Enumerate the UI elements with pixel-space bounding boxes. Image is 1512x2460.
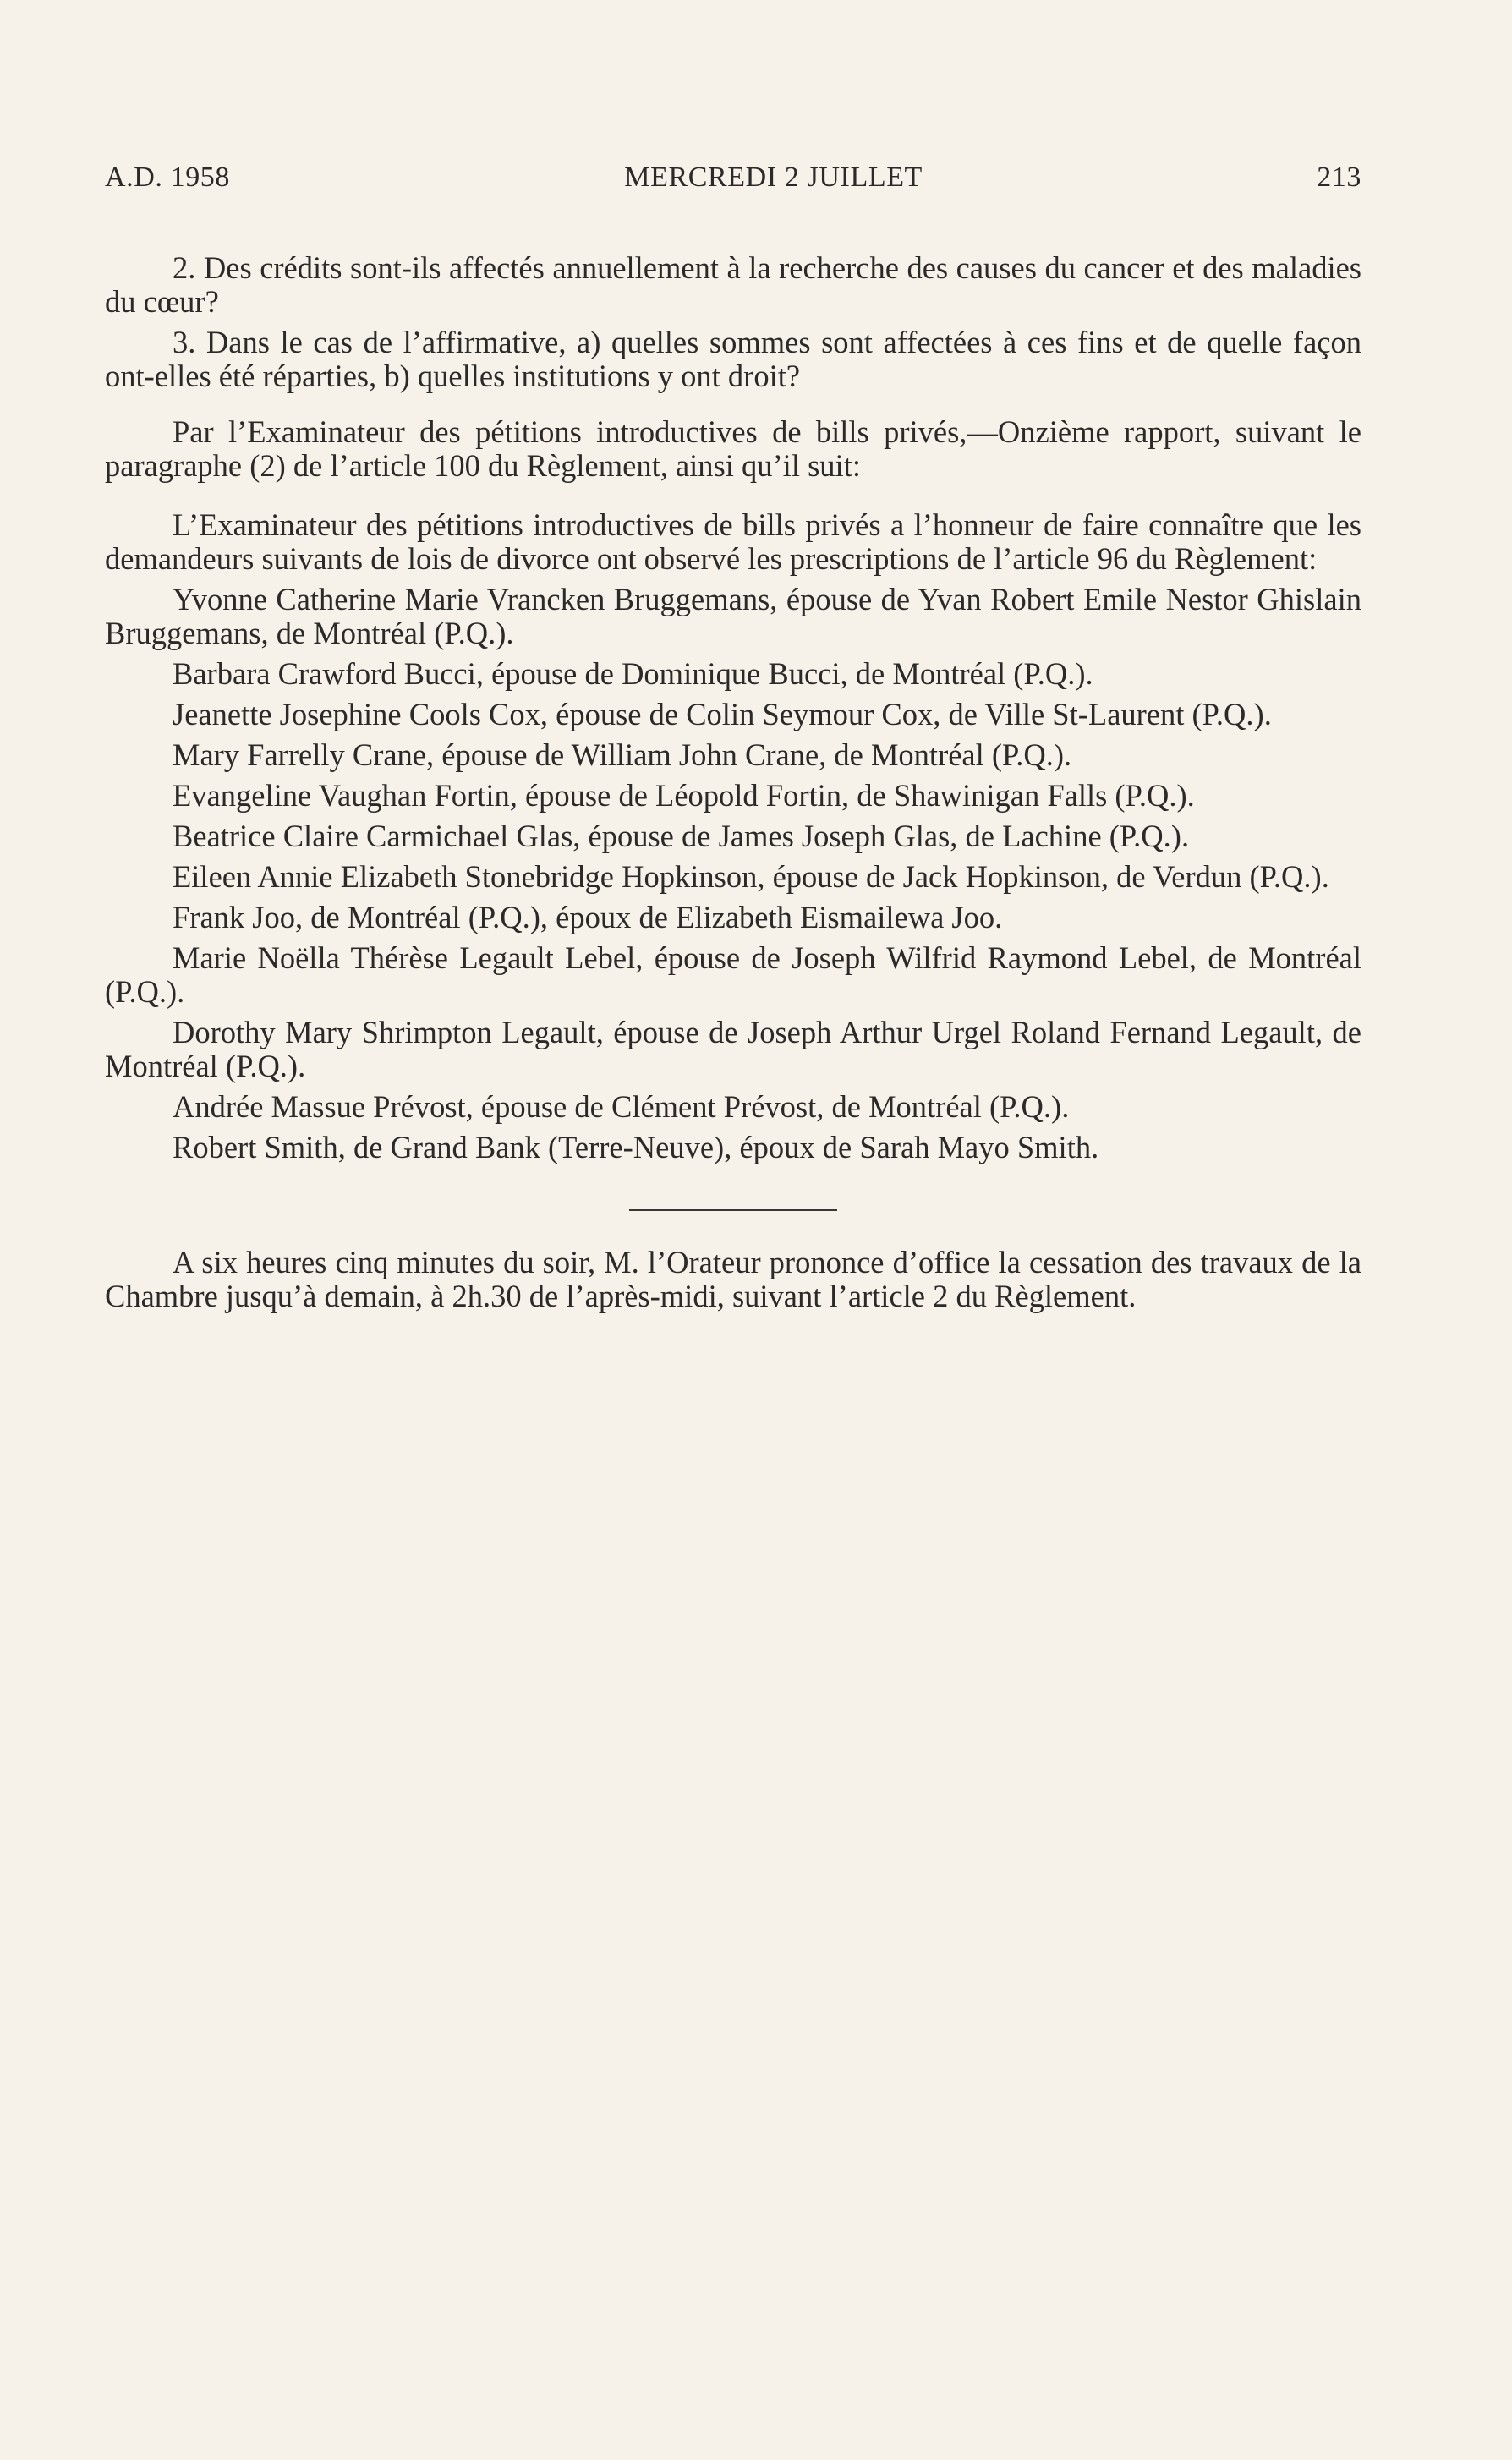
running-header bbox=[105, 161, 1361, 205]
section-divider bbox=[629, 1209, 837, 1211]
list-item: Eileen Annie Elizabeth Stonebridge Hopkinson, épouse de Jack Hopkinson, de Verdun (P.Q.). bbox=[173, 859, 1329, 894]
list-item: Barbara Crawford Bucci, épouse de Dominique Bucci, de Montréal (P.Q.). bbox=[173, 656, 1093, 691]
list-item: Evangeline Vaughan Fortin, épouse de Léopold Fortin, de Shawinigan Falls (P.Q.). bbox=[173, 778, 1195, 813]
list-item: Beatrice Claire Carmichael Glas, épouse de James Joseph Glas, de Lachine (P.Q.). bbox=[173, 819, 1190, 853]
header-date: MERCREDI 2 JUILLET bbox=[624, 162, 923, 193]
list-item: Frank Joo, de Montréal (P.Q.), époux de Elizabeth Eismailewa Joo. bbox=[173, 900, 1003, 934]
list-item: Yvonne Catherine Marie Vrancken Bruggemans, épouse de Yvan Robert Emile Nestor Ghislain Bruggemans, de Montréal (P.Q.). bbox=[105, 582, 1361, 650]
report-intro: Par l’Examinateur des pétitions introductives de bills privés,—Onzième rapport, suivant le paragraphe (2) de l’article 100 du Règlement, ainsi qu’il suit: bbox=[105, 414, 1361, 483]
list-item: Dorothy Mary Shrimpton Legault, épouse de Joseph Arthur Urgel Roland Fernand Legault, de Montréal (P.Q.). bbox=[105, 1015, 1361, 1083]
journal-page bbox=[105, 161, 1361, 1320]
list-item: Marie Noëlla Thérèse Legault Lebel, épouse de Joseph Wilfrid Raymond Lebel, de Montréal (P.Q.). bbox=[105, 940, 1361, 1009]
adjournment-paragraph: A six heures cinq minutes du soir, M. l’Orateur prononce d’office la cessation des travaux de la Chambre jusqu’à demain, à 2h.30 de l’après-midi, suivant l’article 2 du Règlement. bbox=[105, 1245, 1361, 1313]
report-body: L’Examinateur des pétitions introductives de bills privés a l’honneur de faire connaître que les demandeurs suivants de lois de divorce ont observé les prescriptions de l’article 96 du Règlement: bbox=[105, 507, 1361, 576]
list-item: Jeanette Josephine Cools Cox, épouse de Colin Seymour Cox, de Ville St-Laurent (P.Q.). bbox=[173, 697, 1272, 731]
header-year: A.D. 1958 bbox=[105, 162, 231, 193]
question-3: 3. Dans le cas de l’affirmative, a) quelles sommes sont affectées à ces fins et de quelle façon ont-elles été réparties, b) quelles institutions y ont droit? bbox=[105, 325, 1361, 393]
list-item: Andrée Massue Prévost, épouse de Clément Prévost, de Montréal (P.Q.). bbox=[173, 1089, 1070, 1124]
petitioner-list bbox=[105, 583, 1361, 1164]
list-item: Mary Farrelly Crane, épouse de William John Crane, de Montréal (P.Q.). bbox=[173, 737, 1072, 772]
question-2: 2. Des crédits sont-ils affectés annuellement à la recherche des causes du cancer et des maladies du cœur? bbox=[105, 250, 1361, 319]
list-item: Robert Smith, de Grand Bank (Terre-Neuve), époux de Sarah Mayo Smith. bbox=[173, 1130, 1099, 1164]
questions-block bbox=[105, 251, 1361, 393]
page-number: 213 bbox=[1317, 162, 1361, 193]
